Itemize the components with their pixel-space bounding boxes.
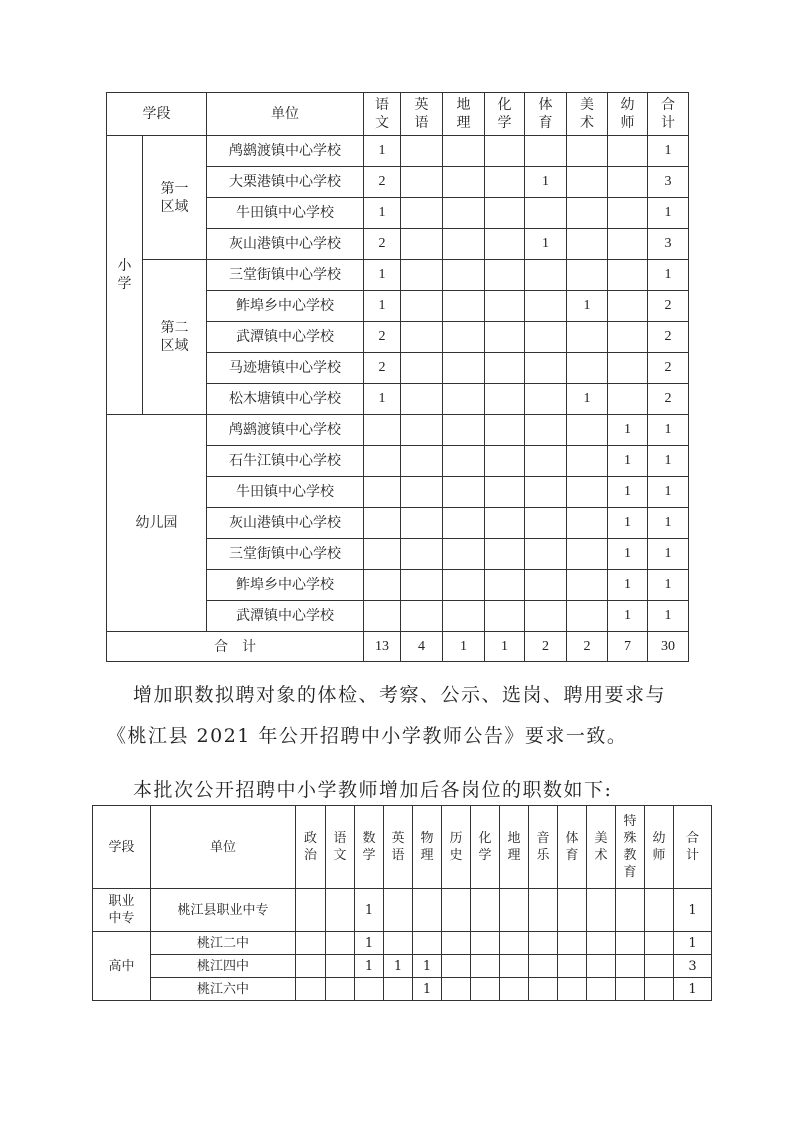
quota-cell (443, 136, 485, 167)
quota-cell (485, 229, 525, 260)
quota-cell: 1 (364, 291, 401, 322)
quota-cell (567, 477, 608, 508)
quota-cell (384, 978, 413, 1001)
quota-cell: 1 (648, 446, 689, 477)
stage-kindergarten: 幼儿园 (107, 415, 207, 632)
quota-cell (443, 353, 485, 384)
quota-cell (587, 889, 616, 932)
quota-cell: 1 (355, 955, 384, 978)
header-subject: 体育 (525, 93, 567, 136)
quota-cell: 2 (648, 291, 689, 322)
quota-cell (567, 322, 608, 353)
quota-cell (500, 955, 529, 978)
region-1: 第一区域 (143, 136, 207, 260)
quota-cell (401, 198, 443, 229)
quota-cell (401, 384, 443, 415)
quota-cell (616, 932, 645, 955)
quota-cell (608, 322, 648, 353)
paragraph-line-2: 《桃江县 2021 年公开招聘中小学教师公告》要求一致。 (107, 725, 628, 747)
paragraph-line-1: 增加职数拟聘对象的体检、考察、公示、选岗、聘用要求与 (133, 684, 667, 706)
quota-cell (326, 932, 355, 955)
quota-cell (616, 978, 645, 1001)
quota-cell: 1 (364, 260, 401, 291)
quota-cell (485, 353, 525, 384)
quota-cell (443, 508, 485, 539)
quota-cell: 1 (567, 384, 608, 415)
quota-cell (525, 260, 567, 291)
header-subject: 合计 (648, 93, 689, 136)
header-subject: 音乐 (529, 806, 558, 889)
header-subject: 幼师 (608, 93, 648, 136)
header-subject: 语文 (326, 806, 355, 889)
quota-cell (442, 932, 471, 955)
quota-cell (485, 167, 525, 198)
quota-cell (567, 601, 608, 632)
quota-cell (567, 446, 608, 477)
header-subject: 地理 (500, 806, 529, 889)
quota-cell: 2 (364, 229, 401, 260)
quota-cell (401, 539, 443, 570)
quota-cell (326, 978, 355, 1001)
quota-cell (296, 889, 326, 932)
quota-cell (401, 508, 443, 539)
quota-cell (500, 889, 529, 932)
table-row (107, 415, 689, 446)
unit-name: 牛田镇中心学校 (207, 477, 364, 508)
quota-cell (326, 889, 355, 932)
quota-cell (443, 570, 485, 601)
quota-cell (485, 198, 525, 229)
unit-name: 灰山港镇中心学校 (207, 229, 364, 260)
quota-cell (608, 260, 648, 291)
quota-cell: 1 (364, 198, 401, 229)
quota-cell (485, 291, 525, 322)
unit-name: 松木塘镇中心学校 (207, 384, 364, 415)
quota-cell: 1 (648, 539, 689, 570)
total-cell: 4 (401, 632, 443, 662)
quota-cell (326, 955, 355, 978)
quota-cell: 3 (674, 955, 712, 978)
quota-cell (567, 167, 608, 198)
header-subject: 美术 (587, 806, 616, 889)
quota-cell (296, 978, 326, 1001)
quota-cell (558, 955, 587, 978)
quota-cell (567, 508, 608, 539)
quota-cell (401, 446, 443, 477)
quota-cell (485, 446, 525, 477)
quota-cell (608, 384, 648, 415)
total-cell: 1 (443, 632, 485, 662)
quota-cell (616, 889, 645, 932)
quota-cell (567, 415, 608, 446)
quota-cell (401, 601, 443, 632)
paragraph-intro: 本批次公开招聘中小学教师增加后各岗位的职数如下: (133, 779, 613, 801)
quota-cell (558, 978, 587, 1001)
total-cell: 30 (648, 632, 689, 662)
quota-cell (608, 291, 648, 322)
table-row (107, 136, 689, 167)
quota-cell (401, 291, 443, 322)
unit-name: 鲊埠乡中心学校 (207, 570, 364, 601)
quota-cell (401, 229, 443, 260)
quota-cell: 1 (384, 955, 413, 978)
unit-name: 大栗港镇中心学校 (207, 167, 364, 198)
region-2: 第二区域 (143, 260, 207, 415)
header-subject: 特殊教育 (616, 806, 645, 889)
header-subject: 历史 (442, 806, 471, 889)
quota-cell (401, 322, 443, 353)
quota-cell (525, 570, 567, 601)
quota-cell: 1 (364, 384, 401, 415)
quota-cell (401, 570, 443, 601)
unit-name: 武潭镇中心学校 (207, 601, 364, 632)
header-subject: 物理 (413, 806, 442, 889)
stage-primary: 小学 (107, 136, 143, 415)
quota-cell (525, 198, 567, 229)
quota-cell (525, 136, 567, 167)
quota-cell (471, 889, 500, 932)
quota-cell (485, 539, 525, 570)
quota-cell (485, 570, 525, 601)
quota-cell (413, 932, 442, 955)
quota-cell (500, 932, 529, 955)
quota-cell (485, 384, 525, 415)
quota-cell: 1 (413, 978, 442, 1001)
quota-cell (364, 601, 401, 632)
quota-cell (608, 229, 648, 260)
quota-cell: 1 (413, 955, 442, 978)
quota-cell (442, 889, 471, 932)
quota-cell: 1 (525, 229, 567, 260)
quota-cell (401, 477, 443, 508)
quota-cell: 1 (648, 477, 689, 508)
quota-cell (364, 570, 401, 601)
quota-cell (525, 446, 567, 477)
header-subject: 体育 (558, 806, 587, 889)
quota-cell: 1 (648, 136, 689, 167)
table-header-row (93, 806, 712, 889)
quota-cell (608, 353, 648, 384)
total-cell: 7 (608, 632, 648, 662)
quota-cell (525, 384, 567, 415)
header-subject: 政治 (296, 806, 326, 889)
quota-cell (525, 415, 567, 446)
quota-cell: 1 (355, 889, 384, 932)
header-subject: 美术 (567, 93, 608, 136)
table-row (93, 978, 712, 1001)
quota-cell (443, 229, 485, 260)
total-cell: 2 (525, 632, 567, 662)
quota-cell (567, 353, 608, 384)
quota-cell (443, 539, 485, 570)
unit-name: 灰山港镇中心学校 (207, 508, 364, 539)
quota-table-primary-kindergarten (106, 92, 689, 662)
quota-cell (443, 260, 485, 291)
quota-cell: 2 (648, 322, 689, 353)
quota-cell (485, 260, 525, 291)
header-unit: 单位 (151, 806, 296, 889)
header-subject: 英语 (401, 93, 443, 136)
quota-cell (443, 415, 485, 446)
quota-cell: 1 (608, 508, 648, 539)
quota-cell (529, 889, 558, 932)
quota-cell (645, 978, 674, 1001)
quota-cell (443, 291, 485, 322)
quota-cell (525, 477, 567, 508)
quota-cell (413, 889, 442, 932)
quota-cell (401, 167, 443, 198)
quota-cell: 1 (567, 291, 608, 322)
quota-cell (567, 229, 608, 260)
quota-cell (567, 260, 608, 291)
quota-cell (443, 601, 485, 632)
quota-cell (567, 539, 608, 570)
quota-cell: 2 (648, 353, 689, 384)
quota-cell (567, 570, 608, 601)
quota-cell: 1 (648, 601, 689, 632)
quota-cell (471, 978, 500, 1001)
quota-cell (364, 415, 401, 446)
quota-cell (558, 889, 587, 932)
quota-cell (529, 955, 558, 978)
quota-cell: 2 (364, 167, 401, 198)
quota-cell (525, 353, 567, 384)
quota-cell: 1 (648, 260, 689, 291)
unit-name: 鲊埠乡中心学校 (207, 291, 364, 322)
unit-name: 桃江县职业中专 (151, 889, 296, 932)
header-subject: 数学 (355, 806, 384, 889)
stage-high: 高中 (93, 932, 151, 1001)
quota-cell (296, 932, 326, 955)
unit-name: 桃江六中 (151, 978, 296, 1001)
unit-name: 石牛江镇中心学校 (207, 446, 364, 477)
quota-cell (587, 955, 616, 978)
quota-cell (587, 978, 616, 1001)
header-subject: 幼师 (645, 806, 674, 889)
quota-cell (485, 322, 525, 353)
quota-cell (471, 955, 500, 978)
table-row (93, 889, 712, 932)
quota-cell (525, 291, 567, 322)
quota-cell (525, 601, 567, 632)
quota-cell (645, 955, 674, 978)
header-subject: 合计 (674, 806, 712, 889)
quota-cell (384, 932, 413, 955)
unit-name: 武潭镇中心学校 (207, 322, 364, 353)
quota-cell (401, 415, 443, 446)
quota-cell (364, 446, 401, 477)
quota-cell: 1 (608, 570, 648, 601)
quota-cell (587, 932, 616, 955)
quota-cell (608, 136, 648, 167)
quota-cell (567, 198, 608, 229)
total-cell: 13 (364, 632, 401, 662)
quota-cell (567, 136, 608, 167)
unit-name: 桃江二中 (151, 932, 296, 955)
quota-cell: 1 (674, 978, 712, 1001)
quota-cell: 1 (648, 570, 689, 601)
quota-cell: 2 (648, 384, 689, 415)
quota-cell (443, 384, 485, 415)
total-row (107, 632, 689, 662)
quota-cell (485, 508, 525, 539)
quota-cell (525, 322, 567, 353)
quota-cell (384, 889, 413, 932)
quota-cell: 1 (648, 198, 689, 229)
quota-cell: 2 (364, 353, 401, 384)
quota-table-secondary (92, 805, 712, 1001)
quota-cell: 1 (355, 932, 384, 955)
quota-cell (364, 539, 401, 570)
quota-cell (471, 932, 500, 955)
quota-cell (401, 260, 443, 291)
header-subject: 语文 (364, 93, 401, 136)
quota-cell (355, 978, 384, 1001)
quota-cell (443, 198, 485, 229)
quota-cell (442, 978, 471, 1001)
header-unit: 单位 (207, 93, 364, 136)
quota-cell: 3 (648, 167, 689, 198)
unit-name: 牛田镇中心学校 (207, 198, 364, 229)
unit-name: 鸬鹚渡镇中心学校 (207, 415, 364, 446)
quota-cell: 1 (525, 167, 567, 198)
quota-cell (645, 889, 674, 932)
table-header-row (107, 93, 689, 136)
quota-cell (525, 539, 567, 570)
quota-cell (443, 167, 485, 198)
quota-cell: 1 (608, 539, 648, 570)
quota-cell (616, 955, 645, 978)
quota-cell (443, 446, 485, 477)
quota-cell (296, 955, 326, 978)
quota-cell: 1 (648, 415, 689, 446)
quota-cell: 1 (608, 415, 648, 446)
quota-cell (558, 932, 587, 955)
quota-cell: 1 (608, 477, 648, 508)
header-subject: 英语 (384, 806, 413, 889)
quota-cell (645, 932, 674, 955)
header-subject: 化学 (485, 93, 525, 136)
quota-cell (442, 955, 471, 978)
quota-cell (485, 136, 525, 167)
quota-cell (401, 353, 443, 384)
quota-cell (608, 167, 648, 198)
quota-cell (500, 978, 529, 1001)
quota-cell (485, 415, 525, 446)
quota-cell (443, 477, 485, 508)
header-subject: 化学 (471, 806, 500, 889)
quota-cell (485, 601, 525, 632)
unit-name: 三堂街镇中心学校 (207, 539, 364, 570)
quota-cell (443, 322, 485, 353)
quota-cell: 1 (608, 601, 648, 632)
quota-cell (525, 508, 567, 539)
quota-cell (608, 198, 648, 229)
table-row (93, 955, 712, 978)
total-cell: 1 (485, 632, 525, 662)
quota-cell (529, 978, 558, 1001)
table-row (107, 260, 689, 291)
unit-name: 鸬鹚渡镇中心学校 (207, 136, 364, 167)
unit-name: 马迹塘镇中心学校 (207, 353, 364, 384)
unit-name: 桃江四中 (151, 955, 296, 978)
header-subject: 地理 (443, 93, 485, 136)
quota-cell (364, 477, 401, 508)
quota-cell: 3 (648, 229, 689, 260)
quota-cell: 1 (674, 932, 712, 955)
unit-name: 三堂街镇中心学校 (207, 260, 364, 291)
quota-cell: 1 (674, 889, 712, 932)
total-label: 合 计 (107, 632, 364, 662)
header-stage: 学段 (93, 806, 151, 889)
header-stage: 学段 (107, 93, 207, 136)
total-cell: 2 (567, 632, 608, 662)
quota-cell: 2 (364, 322, 401, 353)
quota-cell: 1 (608, 446, 648, 477)
quota-cell: 1 (364, 136, 401, 167)
stage-vocational: 职业中专 (93, 889, 151, 932)
quota-cell (401, 136, 443, 167)
quota-cell (364, 508, 401, 539)
table-row (93, 932, 712, 955)
quota-cell (529, 932, 558, 955)
quota-cell: 1 (648, 508, 689, 539)
quota-cell (485, 477, 525, 508)
